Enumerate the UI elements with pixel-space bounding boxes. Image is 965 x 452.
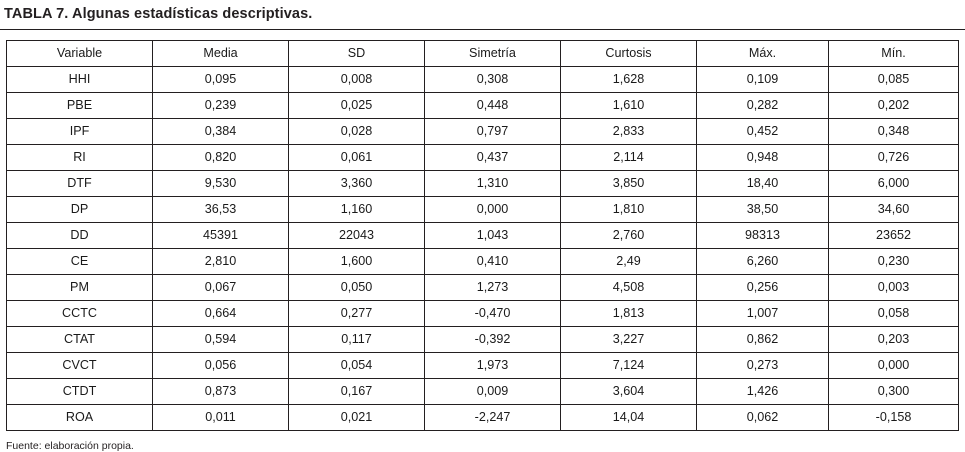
value-cell: 0,058 [829, 301, 959, 327]
value-cell: 1,273 [425, 275, 561, 301]
value-cell: 0,797 [425, 119, 561, 145]
table-row [7, 197, 959, 223]
value-cell: 36,53 [153, 197, 289, 223]
variable-name-cell: CTAT [7, 327, 153, 353]
table-row [7, 327, 959, 353]
value-cell: 0,011 [153, 405, 289, 431]
value-cell: 0,862 [697, 327, 829, 353]
table-row [7, 353, 959, 379]
variable-name-cell: ROA [7, 405, 153, 431]
value-cell: 2,810 [153, 249, 289, 275]
value-cell: 0,594 [153, 327, 289, 353]
value-cell: 0,117 [289, 327, 425, 353]
value-cell: 1,600 [289, 249, 425, 275]
variable-name-cell: RI [7, 145, 153, 171]
value-cell: 0,054 [289, 353, 425, 379]
value-cell: 0,820 [153, 145, 289, 171]
value-cell: 0,273 [697, 353, 829, 379]
table-header [7, 41, 959, 67]
table-row [7, 405, 959, 431]
value-cell: 38,50 [697, 197, 829, 223]
value-cell: -0,392 [425, 327, 561, 353]
value-cell: 0,308 [425, 67, 561, 93]
table-row [7, 275, 959, 301]
table-column-header: Máx. [697, 41, 829, 67]
table-column-header: Mín. [829, 41, 959, 67]
table-row [7, 67, 959, 93]
value-cell: 0,300 [829, 379, 959, 405]
table-caption: TABLA 7. Algunas estadísticas descriptivas. [4, 6, 313, 22]
table-column-header: SD [289, 41, 425, 67]
variable-name-cell: CVCT [7, 353, 153, 379]
value-cell: 0,282 [697, 93, 829, 119]
value-cell: 1,810 [561, 197, 697, 223]
value-cell: 0,384 [153, 119, 289, 145]
value-cell: 0,726 [829, 145, 959, 171]
value-cell: 1,007 [697, 301, 829, 327]
value-cell: 0,009 [425, 379, 561, 405]
value-cell: 0,277 [289, 301, 425, 327]
value-cell: 0,256 [697, 275, 829, 301]
value-cell: 0,028 [289, 119, 425, 145]
value-cell: 0,437 [425, 145, 561, 171]
value-cell: 6,260 [697, 249, 829, 275]
value-cell: 0,167 [289, 379, 425, 405]
caption-divider [0, 29, 965, 30]
table-row [7, 93, 959, 119]
value-cell: 0,348 [829, 119, 959, 145]
value-cell: 2,760 [561, 223, 697, 249]
value-cell: 0,202 [829, 93, 959, 119]
value-cell: 0,050 [289, 275, 425, 301]
table-column-header: Variable [7, 41, 153, 67]
variable-name-cell: PM [7, 275, 153, 301]
value-cell: 22043 [289, 223, 425, 249]
value-cell: 3,227 [561, 327, 697, 353]
value-cell: 1,813 [561, 301, 697, 327]
variable-name-cell: PBE [7, 93, 153, 119]
table-column-header: Curtosis [561, 41, 697, 67]
value-cell: 2,114 [561, 145, 697, 171]
table-header-row [7, 41, 959, 67]
table-row [7, 223, 959, 249]
value-cell: 0,448 [425, 93, 561, 119]
table-row [7, 301, 959, 327]
value-cell: 1,628 [561, 67, 697, 93]
value-cell: 0,021 [289, 405, 425, 431]
variable-name-cell: DD [7, 223, 153, 249]
table-column-header: Simetría [425, 41, 561, 67]
value-cell: 0,000 [425, 197, 561, 223]
value-cell: 0,000 [829, 353, 959, 379]
value-cell: 0,085 [829, 67, 959, 93]
value-cell: 3,604 [561, 379, 697, 405]
value-cell: 14,04 [561, 405, 697, 431]
table-row [7, 119, 959, 145]
table-row [7, 379, 959, 405]
table-row [7, 249, 959, 275]
variable-name-cell: DTF [7, 171, 153, 197]
variable-name-cell: CTDT [7, 379, 153, 405]
value-cell: 0,203 [829, 327, 959, 353]
table-source-note: Fuente: elaboración propia. [6, 440, 134, 452]
value-cell: -2,247 [425, 405, 561, 431]
value-cell: 2,833 [561, 119, 697, 145]
value-cell: 0,452 [697, 119, 829, 145]
value-cell: 3,360 [289, 171, 425, 197]
value-cell: 3,850 [561, 171, 697, 197]
value-cell: 1,310 [425, 171, 561, 197]
value-cell: 1,426 [697, 379, 829, 405]
value-cell: 0,664 [153, 301, 289, 327]
variable-name-cell: HHI [7, 67, 153, 93]
value-cell: 6,000 [829, 171, 959, 197]
table-row [7, 145, 959, 171]
table-body [7, 67, 959, 431]
variable-name-cell: CCTC [7, 301, 153, 327]
value-cell: 1,043 [425, 223, 561, 249]
value-cell: 0,109 [697, 67, 829, 93]
value-cell: 0,067 [153, 275, 289, 301]
value-cell: -0,470 [425, 301, 561, 327]
value-cell: 0,873 [153, 379, 289, 405]
value-cell: 1,973 [425, 353, 561, 379]
value-cell: 0,056 [153, 353, 289, 379]
value-cell: 0,062 [697, 405, 829, 431]
value-cell: 0,095 [153, 67, 289, 93]
descriptive-statistics-table [6, 40, 959, 431]
value-cell: 0,061 [289, 145, 425, 171]
value-cell: 0,948 [697, 145, 829, 171]
value-cell: 34,60 [829, 197, 959, 223]
value-cell: 98313 [697, 223, 829, 249]
value-cell: 18,40 [697, 171, 829, 197]
variable-name-cell: CE [7, 249, 153, 275]
value-cell: 2,49 [561, 249, 697, 275]
variable-name-cell: DP [7, 197, 153, 223]
value-cell: 1,610 [561, 93, 697, 119]
value-cell: 0,025 [289, 93, 425, 119]
value-cell: 0,230 [829, 249, 959, 275]
value-cell: 45391 [153, 223, 289, 249]
value-cell: 0,008 [289, 67, 425, 93]
value-cell: 0,410 [425, 249, 561, 275]
value-cell: -0,158 [829, 405, 959, 431]
value-cell: 1,160 [289, 197, 425, 223]
value-cell: 4,508 [561, 275, 697, 301]
value-cell: 23652 [829, 223, 959, 249]
value-cell: 0,003 [829, 275, 959, 301]
value-cell: 7,124 [561, 353, 697, 379]
table-column-header: Media [153, 41, 289, 67]
value-cell: 0,239 [153, 93, 289, 119]
variable-name-cell: IPF [7, 119, 153, 145]
value-cell: 9,530 [153, 171, 289, 197]
table-row [7, 171, 959, 197]
